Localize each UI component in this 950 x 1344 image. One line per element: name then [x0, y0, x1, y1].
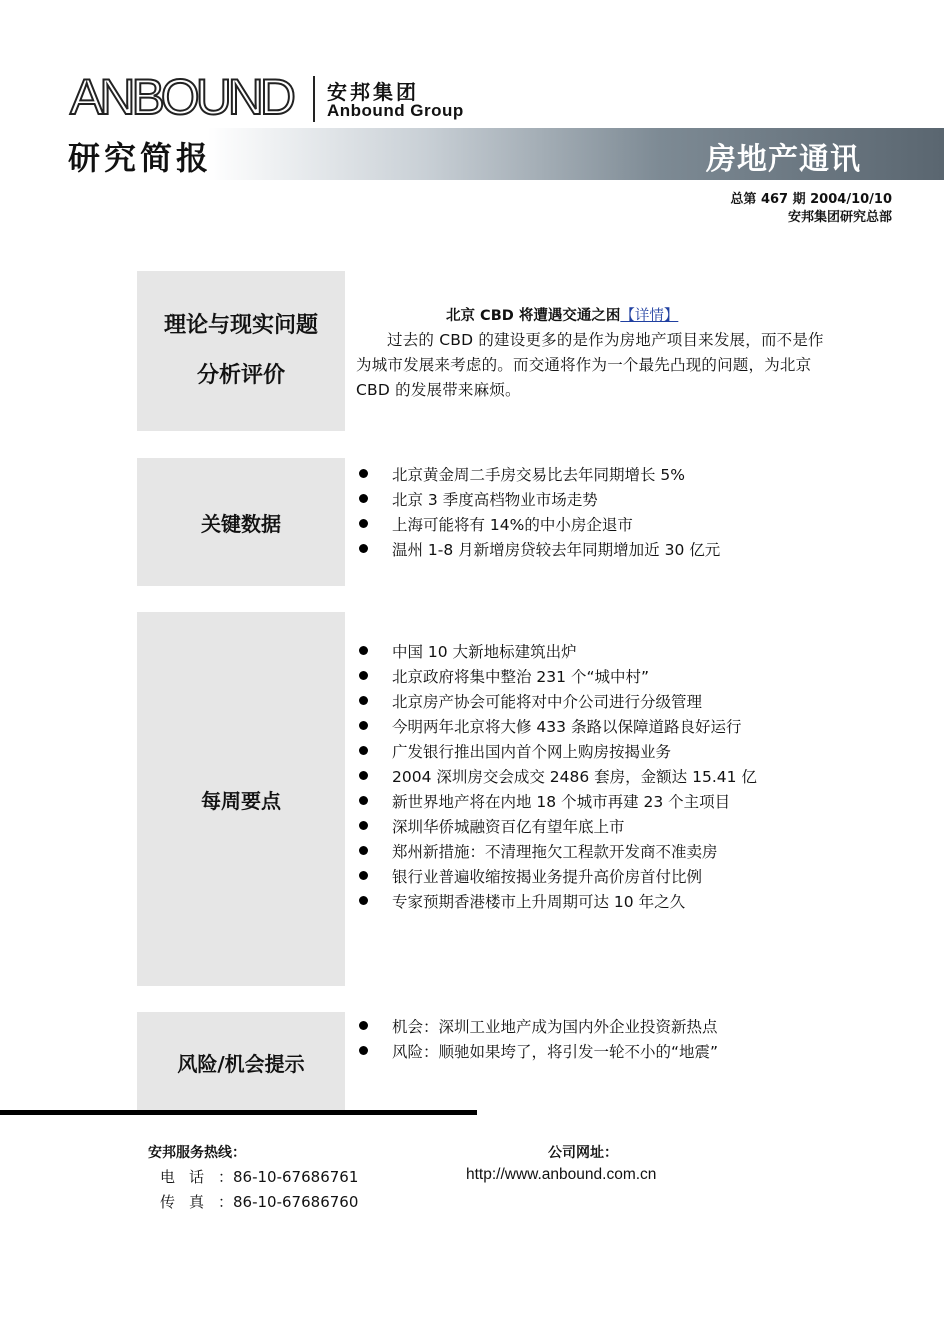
- list-item-text: 北京黄金周二手房交易比去年同期增长 5%: [392, 465, 686, 484]
- bullet-icon: [359, 871, 368, 880]
- list-item[interactable]: [356, 486, 720, 511]
- list-item-text: 北京 3 季度高档物业市场走势: [392, 490, 598, 509]
- section-label-key-data: [137, 458, 345, 586]
- list-item[interactable]: [356, 511, 720, 536]
- bullet-icon: [359, 696, 368, 705]
- phone-label: 电话: [160, 1168, 219, 1186]
- list-item[interactable]: [356, 1038, 718, 1063]
- bullet-icon: [359, 821, 368, 830]
- anbound-logo-wordmark: ANBOUND: [70, 69, 293, 125]
- footer-divider: [0, 1110, 477, 1115]
- bullet-icon: [359, 469, 368, 478]
- list-item[interactable]: [356, 663, 757, 688]
- fax-label: 传真: [160, 1193, 219, 1211]
- article-title-row: [446, 304, 678, 325]
- section-label-risk: [137, 1012, 345, 1112]
- weekly-list: [356, 638, 757, 913]
- report-type-title: 研究简报: [68, 139, 213, 177]
- section-label-text: 每周要点: [201, 788, 281, 813]
- newsletter-title: 房地产通讯: [706, 142, 861, 177]
- section-label-line1: 理论与现实问题: [163, 313, 318, 338]
- section-label-analysis: [137, 271, 345, 431]
- article-summary: 过去的 CBD 的建设更多的是作为房地产项目来发展，而不是作为城市发展来考虑的。而交通将作为一个最先凸现的问题，为北京 CBD 的发展带来麻烦。: [356, 331, 824, 399]
- bullet-icon: [359, 796, 368, 805]
- section-label-line2: 分析评价: [196, 363, 285, 388]
- section-label-text: 关键数据: [201, 511, 281, 536]
- fax-number: ：86-10-67686760: [218, 1193, 359, 1211]
- list-item[interactable]: [356, 838, 757, 863]
- phone-number: ：86-10-67686761: [218, 1168, 359, 1186]
- list-item[interactable]: [356, 638, 757, 663]
- bullet-icon: [359, 519, 368, 528]
- list-item[interactable]: [356, 813, 757, 838]
- list-item-text: 专家预期香港楼市上升周期可达 10 年之久: [392, 892, 686, 911]
- list-item-text: 北京政府将集中整治 231 个“城中村”: [392, 667, 649, 686]
- company-name-en: Anbound Group: [327, 101, 464, 120]
- bullet-icon: [359, 771, 368, 780]
- list-item[interactable]: [356, 713, 757, 738]
- list-item-text: 深圳华侨城融资百亿有望年底上市: [392, 817, 625, 836]
- list-item[interactable]: [356, 888, 757, 913]
- bullet-icon: [359, 721, 368, 730]
- list-item[interactable]: [356, 688, 757, 713]
- list-item-text: 北京房产协会可能将对中介公司进行分级管理: [392, 692, 703, 711]
- bullet-icon: [359, 846, 368, 855]
- list-item-text: 温州 1-8 月新增房贷较去年同期增加近 30 亿元: [392, 540, 721, 559]
- list-item[interactable]: [356, 461, 720, 486]
- list-item[interactable]: [356, 738, 757, 763]
- list-item[interactable]: [356, 1013, 718, 1038]
- list-item-text: 风险：顺驰如果垮了，将引发一轮不小的“地震”: [392, 1042, 719, 1061]
- list-item[interactable]: [356, 788, 757, 813]
- article-title: 北京 CBD 将遭遇交通之困: [446, 308, 621, 324]
- list-item-text: 中国 10 大新地标建筑出炉: [392, 642, 577, 661]
- website-title: 公司网址：: [548, 1145, 618, 1161]
- section-label-weekly: [137, 612, 345, 986]
- list-item-text: 上海可能将有 14%的中小房企退市: [392, 515, 633, 534]
- list-item[interactable]: [356, 863, 757, 888]
- bullet-icon: [359, 1021, 368, 1030]
- bullet-icon: [359, 646, 368, 655]
- logo-divider: [313, 76, 315, 122]
- list-item-text: 广发银行推出国内首个网上购房按揭业务: [392, 742, 672, 761]
- details-link[interactable]: 【详情】: [620, 308, 679, 324]
- list-item-text: 机会：深圳工业地产成为国内外企业投资新热点: [392, 1017, 718, 1036]
- bullet-icon: [359, 671, 368, 680]
- key-data-list: [356, 461, 720, 561]
- hotline-title: 安邦服务热线：: [148, 1145, 246, 1161]
- list-item-text: 2004 深圳房交会成交 2486 套房，金额达 15.41 亿: [392, 767, 757, 786]
- issue-info: 总第 467 期 2004/10/10: [730, 192, 892, 207]
- phone-line: [160, 1166, 358, 1187]
- list-item-text: 银行业普遍收缩按揭业务提升高价房首付比例: [392, 867, 703, 886]
- department-name: 安邦集团研究总部: [787, 210, 892, 225]
- bullet-icon: [359, 494, 368, 503]
- website-url[interactable]: http://www.anbound.com.cn: [466, 1166, 657, 1183]
- bullet-icon: [359, 896, 368, 905]
- list-item[interactable]: [356, 536, 720, 561]
- company-name-cn: 安邦集团: [327, 80, 419, 104]
- bullet-icon: [359, 746, 368, 755]
- list-item-text: 新世界地产将在内地 18 个城市再建 23 个主项目: [392, 792, 731, 811]
- risk-list: [356, 1013, 718, 1063]
- bullet-icon: [359, 1046, 368, 1055]
- list-item-text: 郑州新措施：不清理拖欠工程款开发商不准卖房: [392, 842, 718, 861]
- section-label-text: 风险/机会提示: [177, 1051, 305, 1076]
- bullet-icon: [359, 544, 368, 553]
- fax-line: [160, 1191, 358, 1212]
- list-item[interactable]: [356, 763, 757, 788]
- list-item-text: 今明两年北京将大修 433 条路以保障道路良好运行: [392, 717, 742, 736]
